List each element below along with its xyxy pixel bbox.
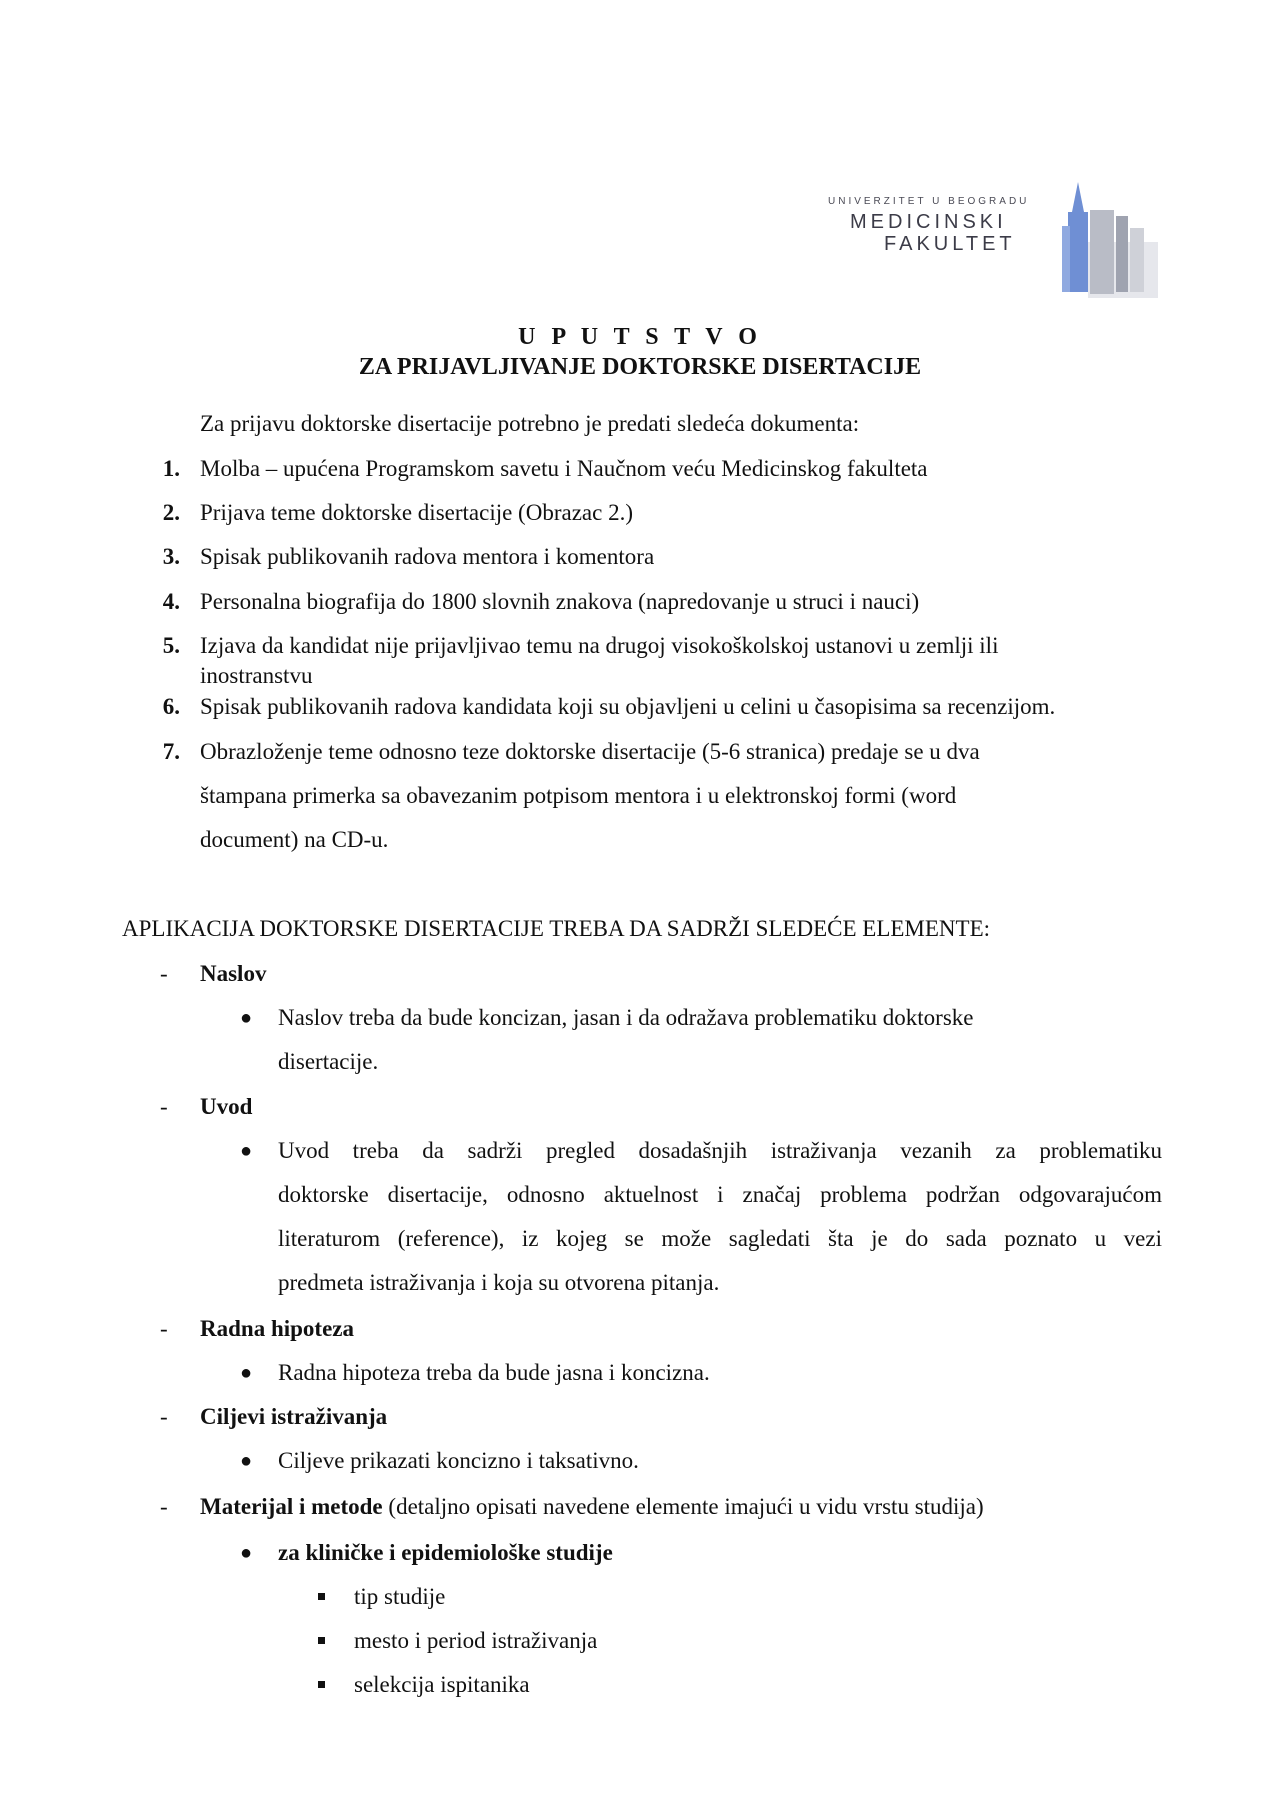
list-number: 3.	[162, 544, 180, 569]
bullet-icon: ●	[240, 1542, 253, 1564]
section-dash: -	[160, 1494, 168, 1519]
section-title-ciljevi: Ciljevi istraživanja	[200, 1404, 388, 1429]
section-dash: -	[160, 1316, 168, 1341]
square-bullet-icon	[318, 1681, 325, 1688]
bullet-icon: ●	[240, 1140, 253, 1162]
logo-line-1: MEDICINSKI	[850, 211, 1007, 233]
section-dash: -	[160, 1404, 168, 1429]
materijal-subtitle: za kliničke i epidemiološke studije	[278, 1540, 613, 1565]
materijal-note: (detaljno opisati navedene elemente imajući u vidu vrstu studija)	[382, 1494, 984, 1519]
naslov-text: disertacije.	[278, 1049, 379, 1074]
list-number: 4.	[162, 589, 180, 614]
bullet-icon: ●	[240, 1450, 253, 1472]
logo-line-2: FAKULTET	[884, 233, 1016, 255]
hipoteza-text: Radna hipoteza treba da bude jasna i koncizna.	[278, 1360, 710, 1385]
bullet-icon: ●	[240, 1362, 253, 1384]
document-title: U P U T S T V O	[518, 324, 762, 350]
uvod-text: doktorske disertacije, odnosno aktuelnost i značaj problema podržan odgovarajućom	[278, 1182, 1162, 1207]
list-item: Personalna biografija do 1800 slovnih znakova (napredovanje u struci i nauci)	[200, 589, 920, 614]
naslov-text: Naslov treba da bude koncizan, jasan i da odražava problematiku doktorske	[278, 1005, 974, 1030]
list-item: Obrazloženje teme odnosno teze doktorske disertacije (5-6 stranica) predaje se u dva	[200, 739, 980, 764]
square-bullet-icon	[318, 1593, 325, 1600]
logo-building-icon	[1028, 182, 1160, 300]
section-dash: -	[160, 1094, 168, 1119]
document-subtitle: ZA PRIJAVLJIVANJE DOKTORSKE DISERTACIJE	[358, 354, 922, 380]
list-number: 6.	[162, 694, 180, 719]
list-number: 2.	[162, 500, 180, 525]
section-title-naslov: Naslov	[200, 961, 267, 986]
section-materijal	[200, 1493, 984, 1522]
list-item-continuation: document) na CD-u.	[200, 827, 389, 852]
list-number: 1.	[162, 456, 180, 481]
section-title-uvod: Uvod	[200, 1094, 253, 1119]
list-item: Prijava teme doktorske disertacije (Obrazac 2.)	[200, 500, 633, 525]
list-number: 7.	[162, 739, 180, 764]
list-item-continuation: inostranstvu	[200, 663, 313, 688]
list-item-continuation: štampana primerka sa obavezanim potpisom mentora i u elektronskoj formi (word	[200, 783, 957, 808]
list-item: Izjava da kandidat nije prijavljivao temu na drugoj visokoškolskoj ustanovi u zemlji ili	[200, 633, 999, 658]
materijal-item: tip studije	[354, 1584, 446, 1609]
intro-text: Za prijavu doktorske disertacije potrebno je predati sledeća dokumenta:	[200, 411, 860, 436]
ciljevi-text: Ciljeve prikazati koncizno i taksativno.	[278, 1448, 639, 1473]
materijal-item: selekcija ispitanika	[354, 1672, 530, 1697]
faculty-logo	[828, 182, 1160, 300]
section-dash: -	[160, 961, 168, 986]
list-number: 5.	[162, 633, 180, 658]
section-title-materijal: Materijal i metode	[200, 1494, 383, 1519]
section-title-hipoteza: Radna hipoteza	[200, 1316, 354, 1341]
list-item: Molba – upućena Programskom savetu i Naučnom veću Medicinskog fakulteta	[200, 456, 928, 481]
uvod-text: literaturom (reference), iz kojeg se može sagledati šta je do sada poznato u vezi	[278, 1226, 1162, 1251]
square-bullet-icon	[318, 1637, 325, 1644]
uvod-text: predmeta istraživanja i koja su otvorena pitanja.	[278, 1270, 720, 1295]
uvod-text: Uvod treba da sadrži pregled dosadašnjih istraživanja vezanih za problematiku	[278, 1138, 1162, 1163]
bullet-icon: ●	[240, 1007, 253, 1029]
materijal-item: mesto i period istraživanja	[354, 1628, 598, 1653]
list-item: Spisak publikovanih radova kandidata koji su objavljeni u celini u časopisima sa recenzijom.	[200, 694, 1056, 719]
application-heading: APLIKACIJA DOKTORSKE DISERTACIJE TREBA DA SADRŽI SLEDEĆE ELEMENTE:	[122, 916, 991, 941]
logo-university-text: UNIVERZITET U BEOGRADU	[828, 196, 1030, 207]
list-item: Spisak publikovanih radova mentora i komentora	[200, 544, 655, 569]
